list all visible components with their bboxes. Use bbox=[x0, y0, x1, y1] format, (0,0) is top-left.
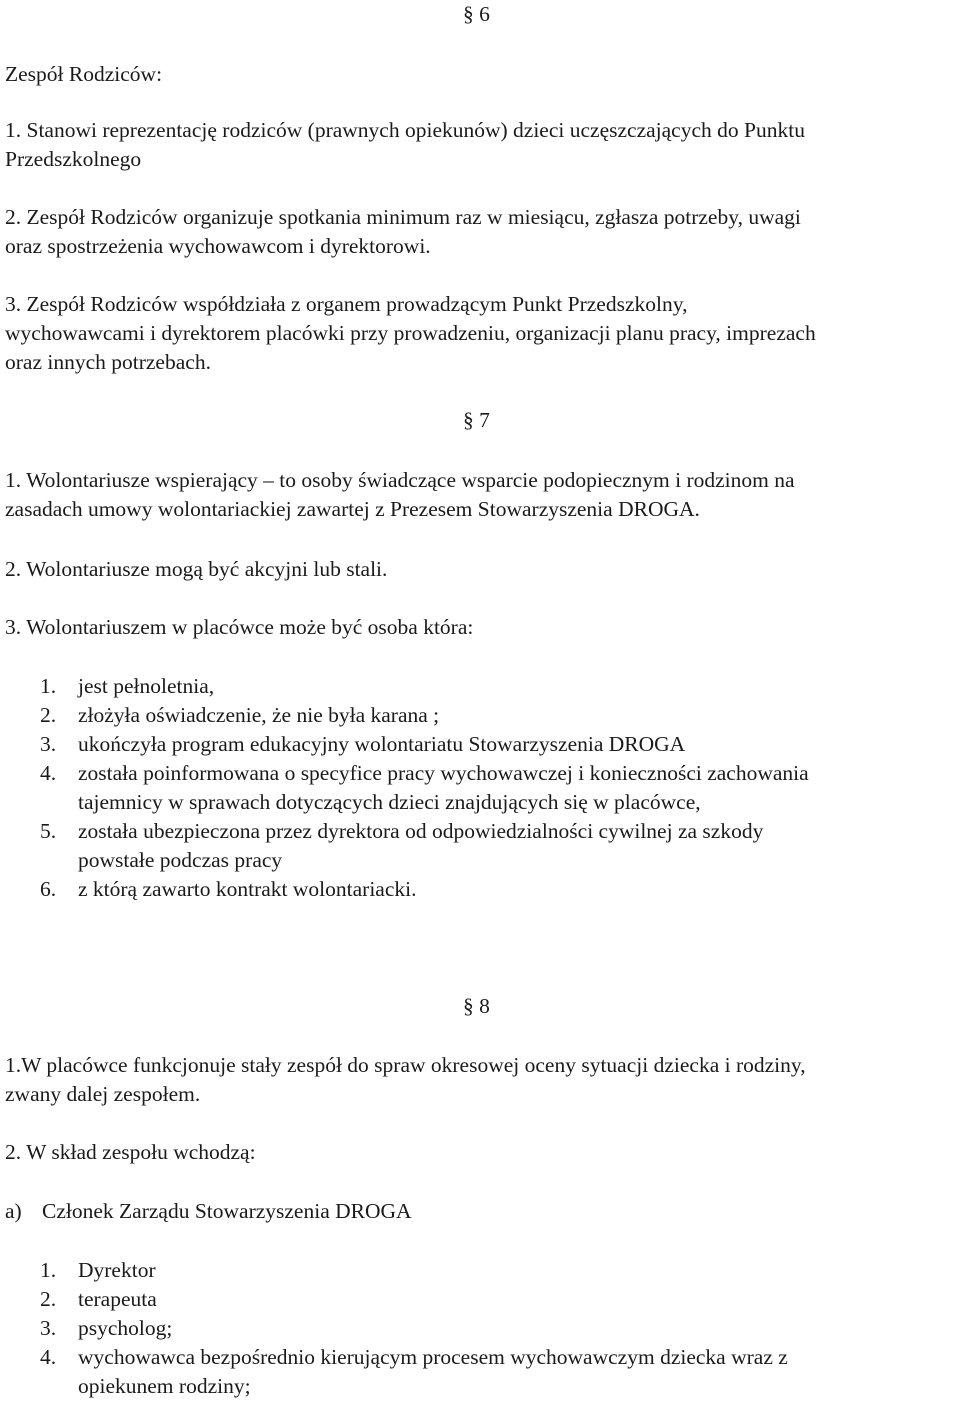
paragraph-text: 1. Stanowi reprezentację rodziców (prawnych opiekunów) dzieci uczęszczających do Punktu bbox=[5, 118, 805, 142]
list-item-number: 5. bbox=[40, 819, 57, 843]
paragraph-text: wychowawcami i dyrektorem placówki przy prowadzeniu, organizacji planu pracy, imprezach bbox=[5, 321, 816, 345]
list-item: Członek Zarządu Stowarzyszenia DROGA bbox=[42, 1199, 412, 1223]
list-item-letter: a) bbox=[5, 1199, 22, 1223]
section-6-heading: § 6 bbox=[463, 2, 490, 26]
paragraph-text: 2. W skład zespołu wchodzą: bbox=[5, 1140, 256, 1164]
paragraph-text: 3. Zespół Rodziców współdziała z organem prowadzącym Punkt Przedszkolny, bbox=[5, 292, 688, 316]
list-item: Dyrektor bbox=[78, 1258, 156, 1282]
list-item: terapeuta bbox=[78, 1287, 157, 1311]
list-item-number: 4. bbox=[40, 761, 57, 785]
paragraph-text: 2. Wolontariusze mogą być akcyjni lub stali. bbox=[5, 557, 388, 581]
list-item: wychowawca bezpośrednio kierującym procesem wychowawczym dziecka wraz z bbox=[78, 1345, 788, 1369]
zespol-rodzicow-title: Zespół Rodziców: bbox=[5, 62, 163, 86]
paragraph-text: oraz spostrzeżenia wychowawcom i dyrektorowi. bbox=[5, 234, 431, 258]
list-item-continuation: opiekunem rodziny; bbox=[78, 1374, 251, 1398]
list-item-number: 2. bbox=[40, 703, 57, 727]
list-item: została poinformowana o specyfice pracy wychowawczej i konieczności zachowania bbox=[78, 761, 809, 785]
list-item: z którą zawarto kontrakt wolontariacki. bbox=[78, 877, 417, 901]
list-item-number: 3. bbox=[40, 732, 57, 756]
list-item-number: 1. bbox=[40, 674, 57, 698]
list-item-continuation: powstałe podczas pracy bbox=[78, 848, 283, 872]
list-item: ukończyła program edukacyjny wolontariatu Stowarzyszenia DROGA bbox=[78, 732, 686, 756]
list-item-number: 6. bbox=[40, 877, 57, 901]
list-item-number: 2. bbox=[40, 1287, 57, 1311]
list-item-number: 1. bbox=[40, 1258, 57, 1282]
paragraph-text: Przedszkolnego bbox=[5, 147, 142, 171]
paragraph-text: zwany dalej zespołem. bbox=[5, 1082, 201, 1106]
list-item: złożyła oświadczenie, że nie była karana ; bbox=[78, 703, 440, 727]
list-item: psycholog; bbox=[78, 1316, 173, 1340]
paragraph-text: zasadach umowy wolontariackiej zawartej z Prezesem Stowarzyszenia DROGA. bbox=[5, 497, 700, 521]
list-item: jest pełnoletnia, bbox=[78, 674, 215, 698]
section-7-heading: § 7 bbox=[463, 408, 490, 432]
paragraph-text: 1. Wolontariusze wspierający – to osoby świadczące wsparcie podopiecznym i rodzinom na bbox=[5, 468, 795, 492]
list-item-continuation: tajemnicy w sprawach dotyczących dzieci znajdujących się w placówce, bbox=[78, 790, 701, 814]
paragraph-text: 1.W placówce funkcjonuje stały zespół do spraw okresowej oceny sytuacji dziecka i rodziny, bbox=[5, 1053, 806, 1077]
list-item: została ubezpieczona przez dyrektora od odpowiedzialności cywilnej za szkody bbox=[78, 819, 764, 843]
paragraph-text: 2. Zespół Rodziców organizuje spotkania minimum raz w miesiącu, zgłasza potrzeby, uwagi bbox=[5, 205, 801, 229]
paragraph-text: 3. Wolontariuszem w placówce może być osoba która: bbox=[5, 615, 474, 639]
list-item-number: 3. bbox=[40, 1316, 57, 1340]
list-item-number: 4. bbox=[40, 1345, 57, 1369]
section-8-heading: § 8 bbox=[463, 994, 490, 1018]
paragraph-text: oraz innych potrzebach. bbox=[5, 350, 211, 374]
